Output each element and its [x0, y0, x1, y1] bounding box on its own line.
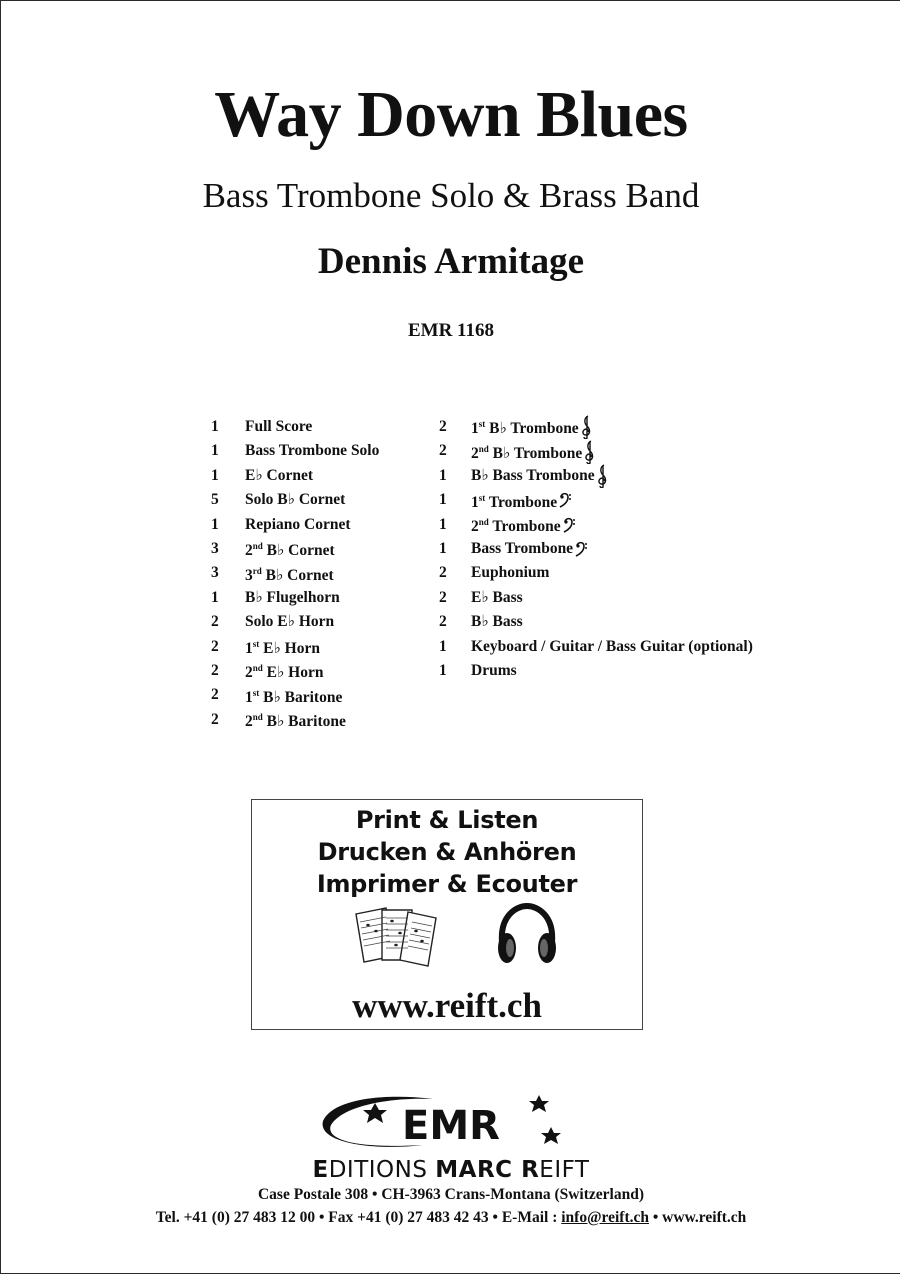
part-quantity: 1 [211, 515, 219, 533]
part-quantity: 2 [211, 613, 219, 631]
bass-clef-icon [559, 488, 571, 512]
part-quantity: 2 [439, 588, 447, 606]
part-quantity: 2 [211, 637, 219, 655]
part-name: 1st Trombone [471, 492, 558, 511]
part-row [431, 561, 753, 585]
publisher-word-editions: DITIONS [328, 1157, 436, 1183]
part-row [431, 439, 753, 463]
print-listen-box [251, 799, 643, 1030]
part-name: Bass Trombone Solo [245, 442, 380, 460]
part-row [431, 488, 753, 512]
contact-website[interactable]: • www.reift.ch [649, 1209, 747, 1226]
part-quantity: 1 [439, 491, 447, 509]
promo-line-english: Print & Listen [355, 806, 539, 834]
part-name: Full Score [245, 418, 313, 435]
part-quantity: 1 [439, 661, 447, 679]
part-name: Drums [471, 661, 517, 679]
part-row [431, 415, 753, 439]
part-name: 2nd B♭ Trombone [471, 443, 583, 462]
publisher-name [1, 1157, 900, 1183]
logo-text: EMR [402, 1103, 500, 1149]
treble-clef-icon [597, 464, 609, 488]
contact-phone-fax: Tel. +41 (0) 27 483 12 00 • Fax +41 (0) 27 483 42 43 • E-Mail : [155, 1209, 562, 1226]
headphones-icon [494, 902, 560, 970]
publisher-contact [1, 1208, 900, 1228]
part-name: 1st E♭ Horn [245, 638, 320, 658]
part-name: 1st B♭ Baritone [245, 687, 343, 706]
part-name: Euphonium [471, 564, 550, 582]
part-quantity: 2 [211, 710, 219, 728]
part-name: Solo E♭ Horn [245, 613, 335, 631]
part-row [203, 683, 379, 707]
publisher-word-marc: ARC [458, 1157, 522, 1183]
part-name: 2nd B♭ Baritone [245, 712, 346, 731]
piece-title: Way Down Blues [214, 78, 688, 151]
part-name: Keyboard / Guitar / Bass Guitar (optional) [471, 637, 753, 655]
part-row [203, 513, 379, 537]
part-name: B♭ Bass Trombone [471, 466, 595, 484]
bass-clef-icon [563, 513, 575, 537]
part-name: 1st B♭ Trombone [471, 419, 579, 438]
part-row [203, 610, 379, 634]
part-quantity: 2 [439, 442, 447, 460]
part-quantity: 1 [211, 442, 219, 460]
part-row [203, 415, 379, 439]
part-name: 2nd B♭ Cornet [245, 541, 335, 560]
contact-email-link[interactable]: info@reift.ch [561, 1209, 649, 1226]
part-row [203, 561, 379, 585]
part-name: B♭ Flugelhorn [245, 588, 340, 606]
part-quantity: 1 [439, 539, 447, 557]
promo-line-german: Drucken & Anhören [317, 838, 577, 866]
part-quantity: 2 [211, 661, 219, 679]
part-row [431, 586, 753, 610]
part-quantity: 2 [439, 418, 447, 435]
part-quantity: 5 [211, 491, 219, 509]
publisher-address: Case Postale 308 • CH-3963 Crans-Montana (Switzerland) [257, 1186, 644, 1203]
part-name: Bass Trombone [471, 539, 574, 557]
part-row [203, 439, 379, 463]
part-quantity: 2 [439, 613, 447, 631]
emr-comet-logo-icon [313, 1093, 567, 1153]
part-name: B♭ Bass [471, 613, 523, 631]
publisher-initial-e: E [312, 1157, 329, 1183]
promo-website[interactable]: www.reift.ch [352, 986, 542, 1025]
part-row [431, 610, 753, 634]
part-row [203, 708, 379, 732]
part-row [203, 464, 379, 488]
part-quantity: 1 [439, 515, 447, 533]
catalog-number: EMR 1168 [407, 320, 495, 341]
part-name: E♭ Cornet [245, 466, 314, 484]
bass-clef-icon [575, 537, 587, 561]
part-quantity: 2 [439, 564, 447, 582]
part-quantity: 3 [211, 564, 219, 582]
part-name: 2nd Trombone [471, 516, 561, 536]
part-quantity: 1 [439, 466, 447, 484]
part-row [431, 537, 753, 561]
parts-list-left [203, 415, 379, 732]
part-name: Solo B♭ Cornet [245, 491, 346, 509]
part-name: E♭ Bass [471, 588, 523, 606]
part-row [431, 659, 753, 683]
part-name: 2nd E♭ Horn [245, 663, 324, 682]
part-row [203, 635, 379, 659]
parts-list-right [431, 415, 753, 683]
part-row [431, 635, 753, 659]
part-quantity: 1 [211, 588, 219, 606]
sheet-music-icon [352, 904, 444, 968]
part-quantity: 3 [211, 539, 219, 557]
treble-clef-icon [584, 440, 596, 464]
part-row [203, 586, 379, 610]
part-name: Repiano Cornet [245, 515, 351, 533]
part-row [431, 513, 753, 537]
part-row [431, 464, 753, 488]
publisher-word-reift: EIFT [539, 1157, 590, 1183]
part-row [203, 488, 379, 512]
promo-line-french: Imprimer & Ecouter [316, 870, 578, 898]
publisher-initial-m: M [435, 1157, 459, 1183]
part-row [203, 659, 379, 683]
part-quantity: 2 [211, 686, 219, 704]
part-row [203, 537, 379, 561]
part-quantity: 1 [211, 466, 219, 484]
treble-clef-icon [581, 415, 593, 439]
publisher-initial-r: R [521, 1157, 540, 1183]
part-name: 3rd B♭ Cornet [245, 565, 334, 584]
part-quantity: 1 [439, 637, 447, 655]
part-quantity: 1 [211, 418, 219, 435]
composer-name: Dennis Armitage [317, 241, 585, 282]
instrumentation-subtitle: Bass Trombone Solo & Brass Band [202, 176, 700, 215]
